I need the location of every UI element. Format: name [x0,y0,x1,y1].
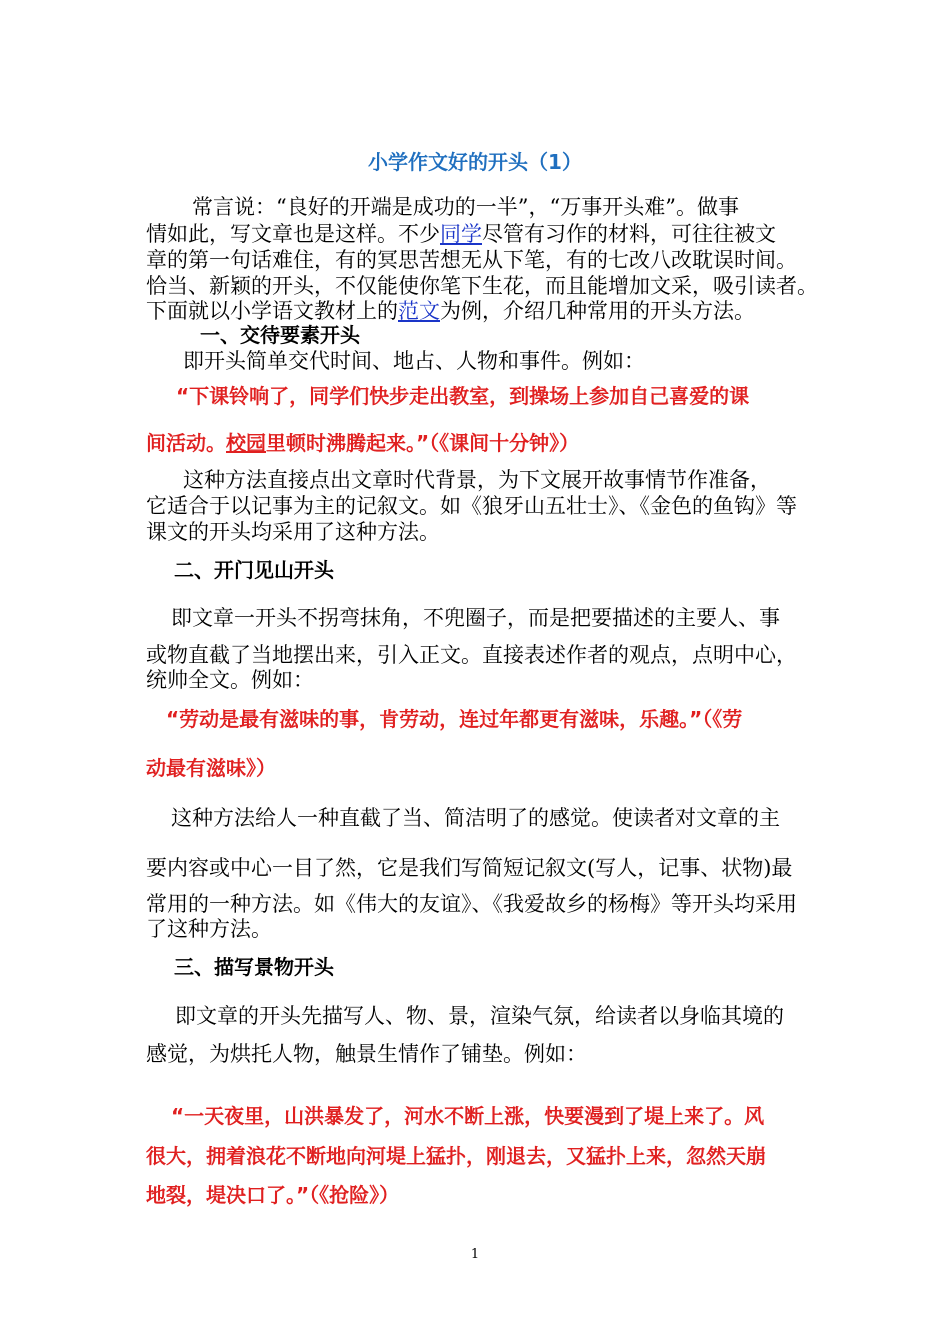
section-2-comment-line-1: 这种方法给人一种直截了当、简洁明了的感觉。使读者对文章的主 [171,806,780,830]
section-3-quote-line-3: 地裂，堤决口了。”（《抢险》） [146,1183,400,1207]
section-2-desc-line-3: 统帅全文。例如： [146,668,314,692]
intro-text: 尽管有习作的材料，可往往被文 [482,222,776,246]
section-1-heading: 一、交待要素开头 [200,323,360,347]
section-3-desc-line-2: 感觉，为烘托人物，触景生情作了铺垫。例如： [146,1042,587,1066]
intro-line-3: 章的第一句话难住，有的冥思苦想无从下笔，有的七改八改耽误时间。 [146,248,797,272]
section-2-comment-line-2: 要内容或中心一目了然，它是我们写简短记叙文(写人，记事、状物)最 [146,856,793,880]
section-3-heading: 三、描写景物开头 [174,955,334,979]
quote-text: 里顿时沸腾起来。”（《课间十分钟》） [266,431,580,455]
section-3-desc-line-1: 即文章的开头先描写人、物、景，渲染气氛，给读者以身临其境的 [175,1004,784,1028]
intro-text: 下面就以小学语文教材上的 [146,299,398,323]
section-2-heading: 二、开门见山开头 [174,558,334,582]
link-tongxue[interactable]: 同学 [440,222,482,246]
page-number: 1 [470,1247,480,1262]
section-1-comment-line-2: 它适合于以记事为主的记叙文。如《狼牙山五壮士》、《金色的鱼钩》等 [146,494,797,518]
intro-text: 情如此，写文章也是这样。不少 [146,222,440,246]
section-1-quote-line-1: “下课铃响了，同学们快步走出教室，到操场上参加自己喜爱的课 [176,384,750,408]
section-2-comment-line-3: 常用的一种方法。如《伟大的友谊》、《我爱故乡的杨梅》等开头均采用 [146,892,797,916]
underlined-word: 校园 [226,431,266,455]
intro-line-4: 恰当、新颖的开头，不仅能使你笔下生花，而且能增加文采，吸引读者。 [146,274,818,298]
intro-line-5 [146,298,755,324]
section-2-quote-line-1: “劳动是最有滋味的事，肯劳动，连过年都更有滋味，乐趣。”（《劳 [166,707,743,731]
quote-text: 间活动。 [146,431,226,455]
intro-line-2 [146,221,776,247]
intro-line-1: 常言说：“良好的开端是成功的一半”，“万事开头难”。做事 [192,195,739,219]
page-title: 小学作文好的开头（1） [368,150,582,174]
section-2-comment-line-4: 了这种方法。 [146,917,272,941]
section-2-desc-line-2: 或物直截了当地摆出来，引入正文。直接表述作者的观点，点明中心， [146,643,797,667]
link-fanwen[interactable]: 范文 [398,299,440,323]
intro-text: 为例，介绍几种常用的开头方法。 [440,299,755,323]
section-3-quote-line-2: 很大，拥着浪花不断地向河堤上猛扑，刚退去，又猛扑上来，忽然天崩 [146,1144,766,1168]
section-1-quote-line-2 [146,430,579,456]
section-2-desc-line-1: 即文章一开头不拐弯抹角，不兜圈子，而是把要描述的主要人、事 [171,606,780,630]
section-1-comment-line-1: 这种方法直接点出文章时代背景，为下文展开故事情节作准备， [183,468,771,492]
section-2-quote-line-2: 动最有滋味》） [146,756,276,780]
section-3-quote-line-1: “一天夜里，山洪暴发了，河水不断上涨，快要漫到了堤上来了。风 [171,1104,765,1128]
section-1-comment-line-3: 课文的开头均采用了这种方法。 [146,520,440,544]
section-1-desc: 即开头简单交代时间、地占、人物和事件。例如： [183,349,645,373]
